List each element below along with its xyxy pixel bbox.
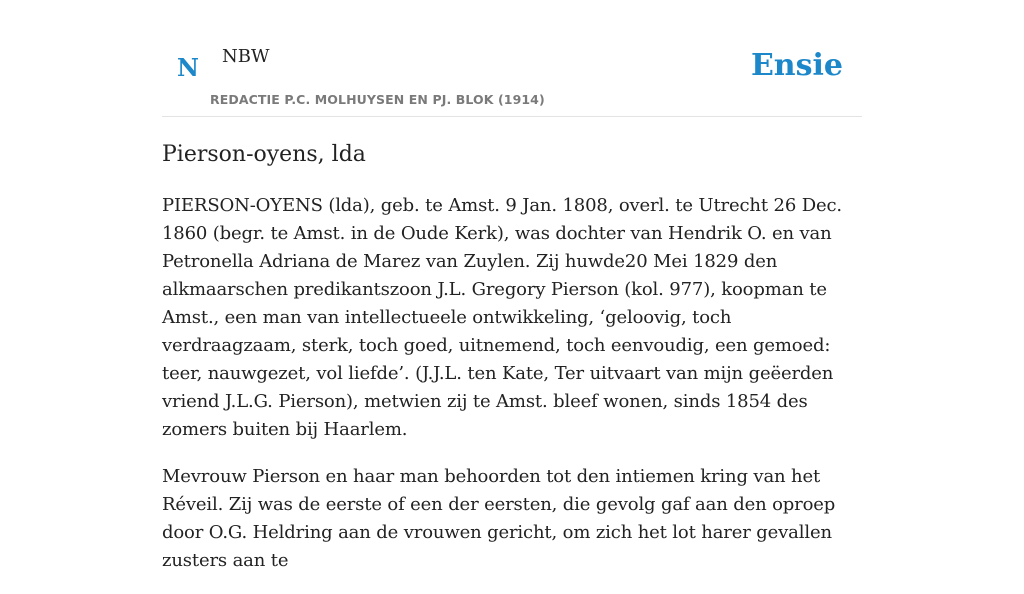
article-paragraph: Mevrouw Pierson en haar man behoorden tot den intiemen kring van het Réveil. Zij was de eerste of een der eersten, die gevolg gaf aan den oproep door O.G. Heldring aan de vrouwen gericht, om zich het lot harer gevallen zusters aan te bbox=[162, 466, 836, 571]
site-header bbox=[162, 0, 862, 117]
article-paragraph: PIERSON-OYENS (lda), geb. te Amst. 9 Jan. 1808, overl. te Utrecht 26 Dec. 1860 (begr. te Amst. in de Oude Kerk), was dochter van Hendrik O. en van Petronella Adriana de Marez van Zuylen. Zij huwde20 Mei 1829 den alkmaarschen predikantszoon J.L. Gregory Pierson (kol. 977), koopman te Amst., een man van intellectueele ontwikkeling, ‘geloovig, toch verdraagzaam, sterk, toch goed, uitnemend, toch eenvoudig, een gemoed: teer, nauwgezet, vol liefde’. (J.J.L. ten Kate, Ter uitvaart van mijn geëerden vriend J.L.G. Pierson), metwien zij te Amst. bleef wonen, sinds 1854 des zomers buiten bij Haarlem. bbox=[162, 195, 842, 440]
source-name[interactable]: NBW bbox=[222, 46, 270, 67]
article-body bbox=[162, 192, 862, 575]
article bbox=[162, 140, 862, 594]
article-title: Pierson-oyens, lda bbox=[162, 142, 366, 167]
brand-logo-link[interactable]: Ensie bbox=[750, 48, 843, 83]
source-subtitle: REDACTIE P.C. MOLHUYSEN EN PJ. BLOK (1914) bbox=[210, 92, 545, 107]
source-logo[interactable]: N bbox=[177, 53, 199, 82]
